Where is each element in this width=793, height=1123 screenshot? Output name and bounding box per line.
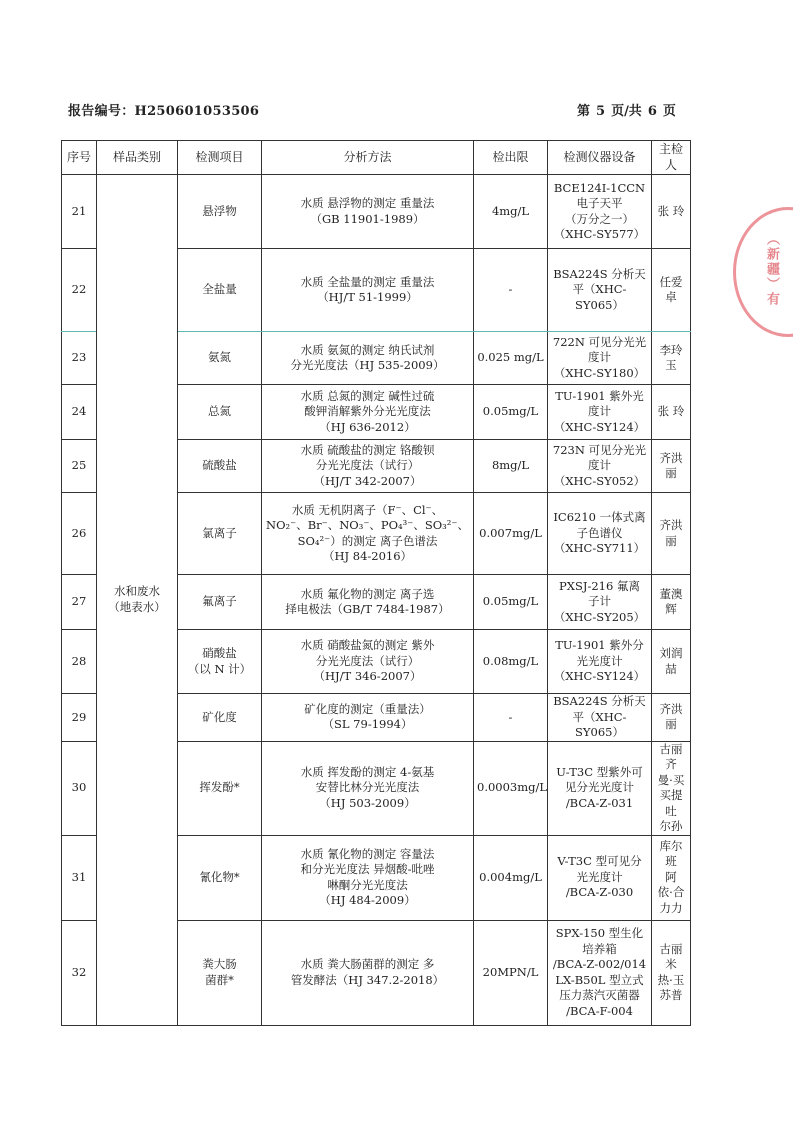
row-instrument: TU-1901 紫外分 光光度计 （XHC-SY124） [548,630,652,694]
row-item: 氟离子 [178,575,262,630]
row-item: 总氮 [178,385,262,440]
row-item: 全盐量 [178,249,262,332]
row-no: 29 [62,694,97,742]
row-limit: 0.025 mg/L [474,332,548,385]
table-row [62,175,691,249]
row-inspector: 齐洪丽 [652,694,691,742]
row-instrument: BSA224S 分析天 平（XHC-SY065） [548,249,652,332]
row-item: 粪大肠 菌群* [178,920,262,1025]
row-method: 水质 悬浮物的测定 重量法 （GB 11901-1989） [262,175,474,249]
row-method: 水质 氰化物的测定 容量法 和分光光度法 异烟酸-吡唑 啉酮分光光度法 （HJ 484-2009） [262,835,474,920]
col-header-inspector: 主检人 [652,141,691,175]
row-no: 23 [62,332,97,385]
row-limit: 0.05mg/L [474,575,548,630]
row-method: 水质 无机阴离子（F⁻、Cl⁻、 NO₂⁻、Br⁻、NO₃⁻、PO₄³⁻、SO₃²⁻、 SO₄²⁻）的测定 离子色谱法 （HJ 84-2016） [262,493,474,575]
row-method: 水质 硫酸盐的测定 铬酸钡 分光光度法（试行） （HJ/T 342-2007） [262,440,474,493]
row-item: 氯离子 [178,493,262,575]
row-no: 32 [62,920,97,1025]
row-inspector: 刘润喆 [652,630,691,694]
row-inspector: 董澳辉 [652,575,691,630]
row-inspector: 古丽米 热·玉 苏普 [652,920,691,1025]
page-suffix: 页 [662,104,676,119]
row-method: 水质 氟化物的测定 离子选 择电极法（GB/T 7484-1987） [262,575,474,630]
row-no: 22 [62,249,97,332]
row-inspector: 张 玲 [652,385,691,440]
row-inspector: 库尔班 阿 依·合 力力 [652,835,691,920]
row-instrument: 723N 可见分光光 度计 （XHC-SY052） [548,440,652,493]
row-no: 31 [62,835,97,920]
page-indicator [577,100,682,119]
row-no: 30 [62,741,97,835]
row-limit: 0.007mg/L [474,493,548,575]
row-instrument: V-T3C 型可见分 光光度计 /BCA-Z-030 [548,835,652,920]
row-instrument: TU-1901 紫外光 度计 （XHC-SY124） [548,385,652,440]
row-limit: - [474,694,548,742]
row-no: 21 [62,175,97,249]
row-no: 25 [62,440,97,493]
row-item: 挥发酚* [178,741,262,835]
row-item: 氰化物* [178,835,262,920]
row-instrument: SPX-150 型生化 培养箱 /BCA-Z-002/014 LX-B50L 型立式 压力蒸汽灭菌器 /BCA-F-004 [548,920,652,1025]
row-method: 水质 全盐量的测定 重量法 （HJ/T 51-1999） [262,249,474,332]
page-prefix: 第 [577,104,591,119]
page-current: 5 [596,104,606,119]
row-inspector: 齐洪丽 [652,440,691,493]
col-header-instrument: 检测仪器设备 [548,141,652,175]
table-header-row [62,141,691,175]
row-limit: 20MPN/L [474,920,548,1025]
row-no: 24 [62,385,97,440]
row-limit: 0.004mg/L [474,835,548,920]
page-mid: 页/共 [611,104,642,119]
row-limit: 4mg/L [474,175,548,249]
test-method-table [61,140,691,1026]
row-inspector: 李玲玉 [652,332,691,385]
row-instrument: U-T3C 型紫外可 见分光光度计 /BCA-Z-031 [548,741,652,835]
row-item: 矿化度 [178,694,262,742]
row-method: 矿化度的测定（重量法） （SL 79-1994） [262,694,474,742]
row-item: 硝酸盐 （以 N 计） [178,630,262,694]
row-item: 悬浮物 [178,175,262,249]
row-instrument: BSA224S 分析天 平（XHC-SY065） [548,694,652,742]
col-header-limit: 检出限 [474,141,548,175]
row-limit: 0.0003mg/L [474,741,548,835]
sample-category-cell: 水和废水 （地表水） [97,175,178,1026]
row-inspector: 张 玲 [652,175,691,249]
row-inspector: 古丽齐 曼·买 买提吐 尔孙 [652,741,691,835]
row-inspector: 齐洪丽 [652,493,691,575]
col-header-method: 分析方法 [262,141,474,175]
stamp-text: （新疆）有 [764,232,779,307]
row-item: 氨氮 [178,332,262,385]
row-instrument: 722N 可见分光光 度计 （XHC-SY180） [548,332,652,385]
col-header-no: 序号 [62,141,97,175]
row-no: 28 [62,630,97,694]
row-method: 水质 挥发酚的测定 4-氨基 安替比林分光光度法 （HJ 503-2009） [262,741,474,835]
report-number: 报告编号：H250601053506 [68,104,260,119]
row-method: 水质 氨氮的测定 纳氏试剂 分光光度法（HJ 535-2009） [262,332,474,385]
row-method: 水质 总氮的测定 碱性过硫 酸钾消解紫外分光光度法 （HJ 636-2012） [262,385,474,440]
row-limit: 8mg/L [474,440,548,493]
row-item: 硫酸盐 [178,440,262,493]
row-instrument: BCE124I-1CCN 电子天平 （万分之一） （XHC-SY577） [548,175,652,249]
row-inspector: 任爱卓 [652,249,691,332]
row-no: 26 [62,493,97,575]
row-instrument: PXSJ-216 氟离 子计 （XHC-SY205） [548,575,652,630]
col-header-category: 样品类别 [97,141,178,175]
row-method: 水质 硝酸盐氮的测定 紫外 分光光度法（试行） （HJ/T 346-2007） [262,630,474,694]
row-limit: 0.08mg/L [474,630,548,694]
row-instrument: IC6210 一体式离 子色谱仪 （XHC-SY711） [548,493,652,575]
row-method: 水质 粪大肠菌群的测定 多 管发酵法（HJ 347.2-2018） [262,920,474,1025]
row-limit: 0.05mg/L [474,385,548,440]
page-total: 6 [647,104,657,119]
col-header-item: 检测项目 [178,141,262,175]
row-limit: - [474,249,548,332]
row-no: 27 [62,575,97,630]
